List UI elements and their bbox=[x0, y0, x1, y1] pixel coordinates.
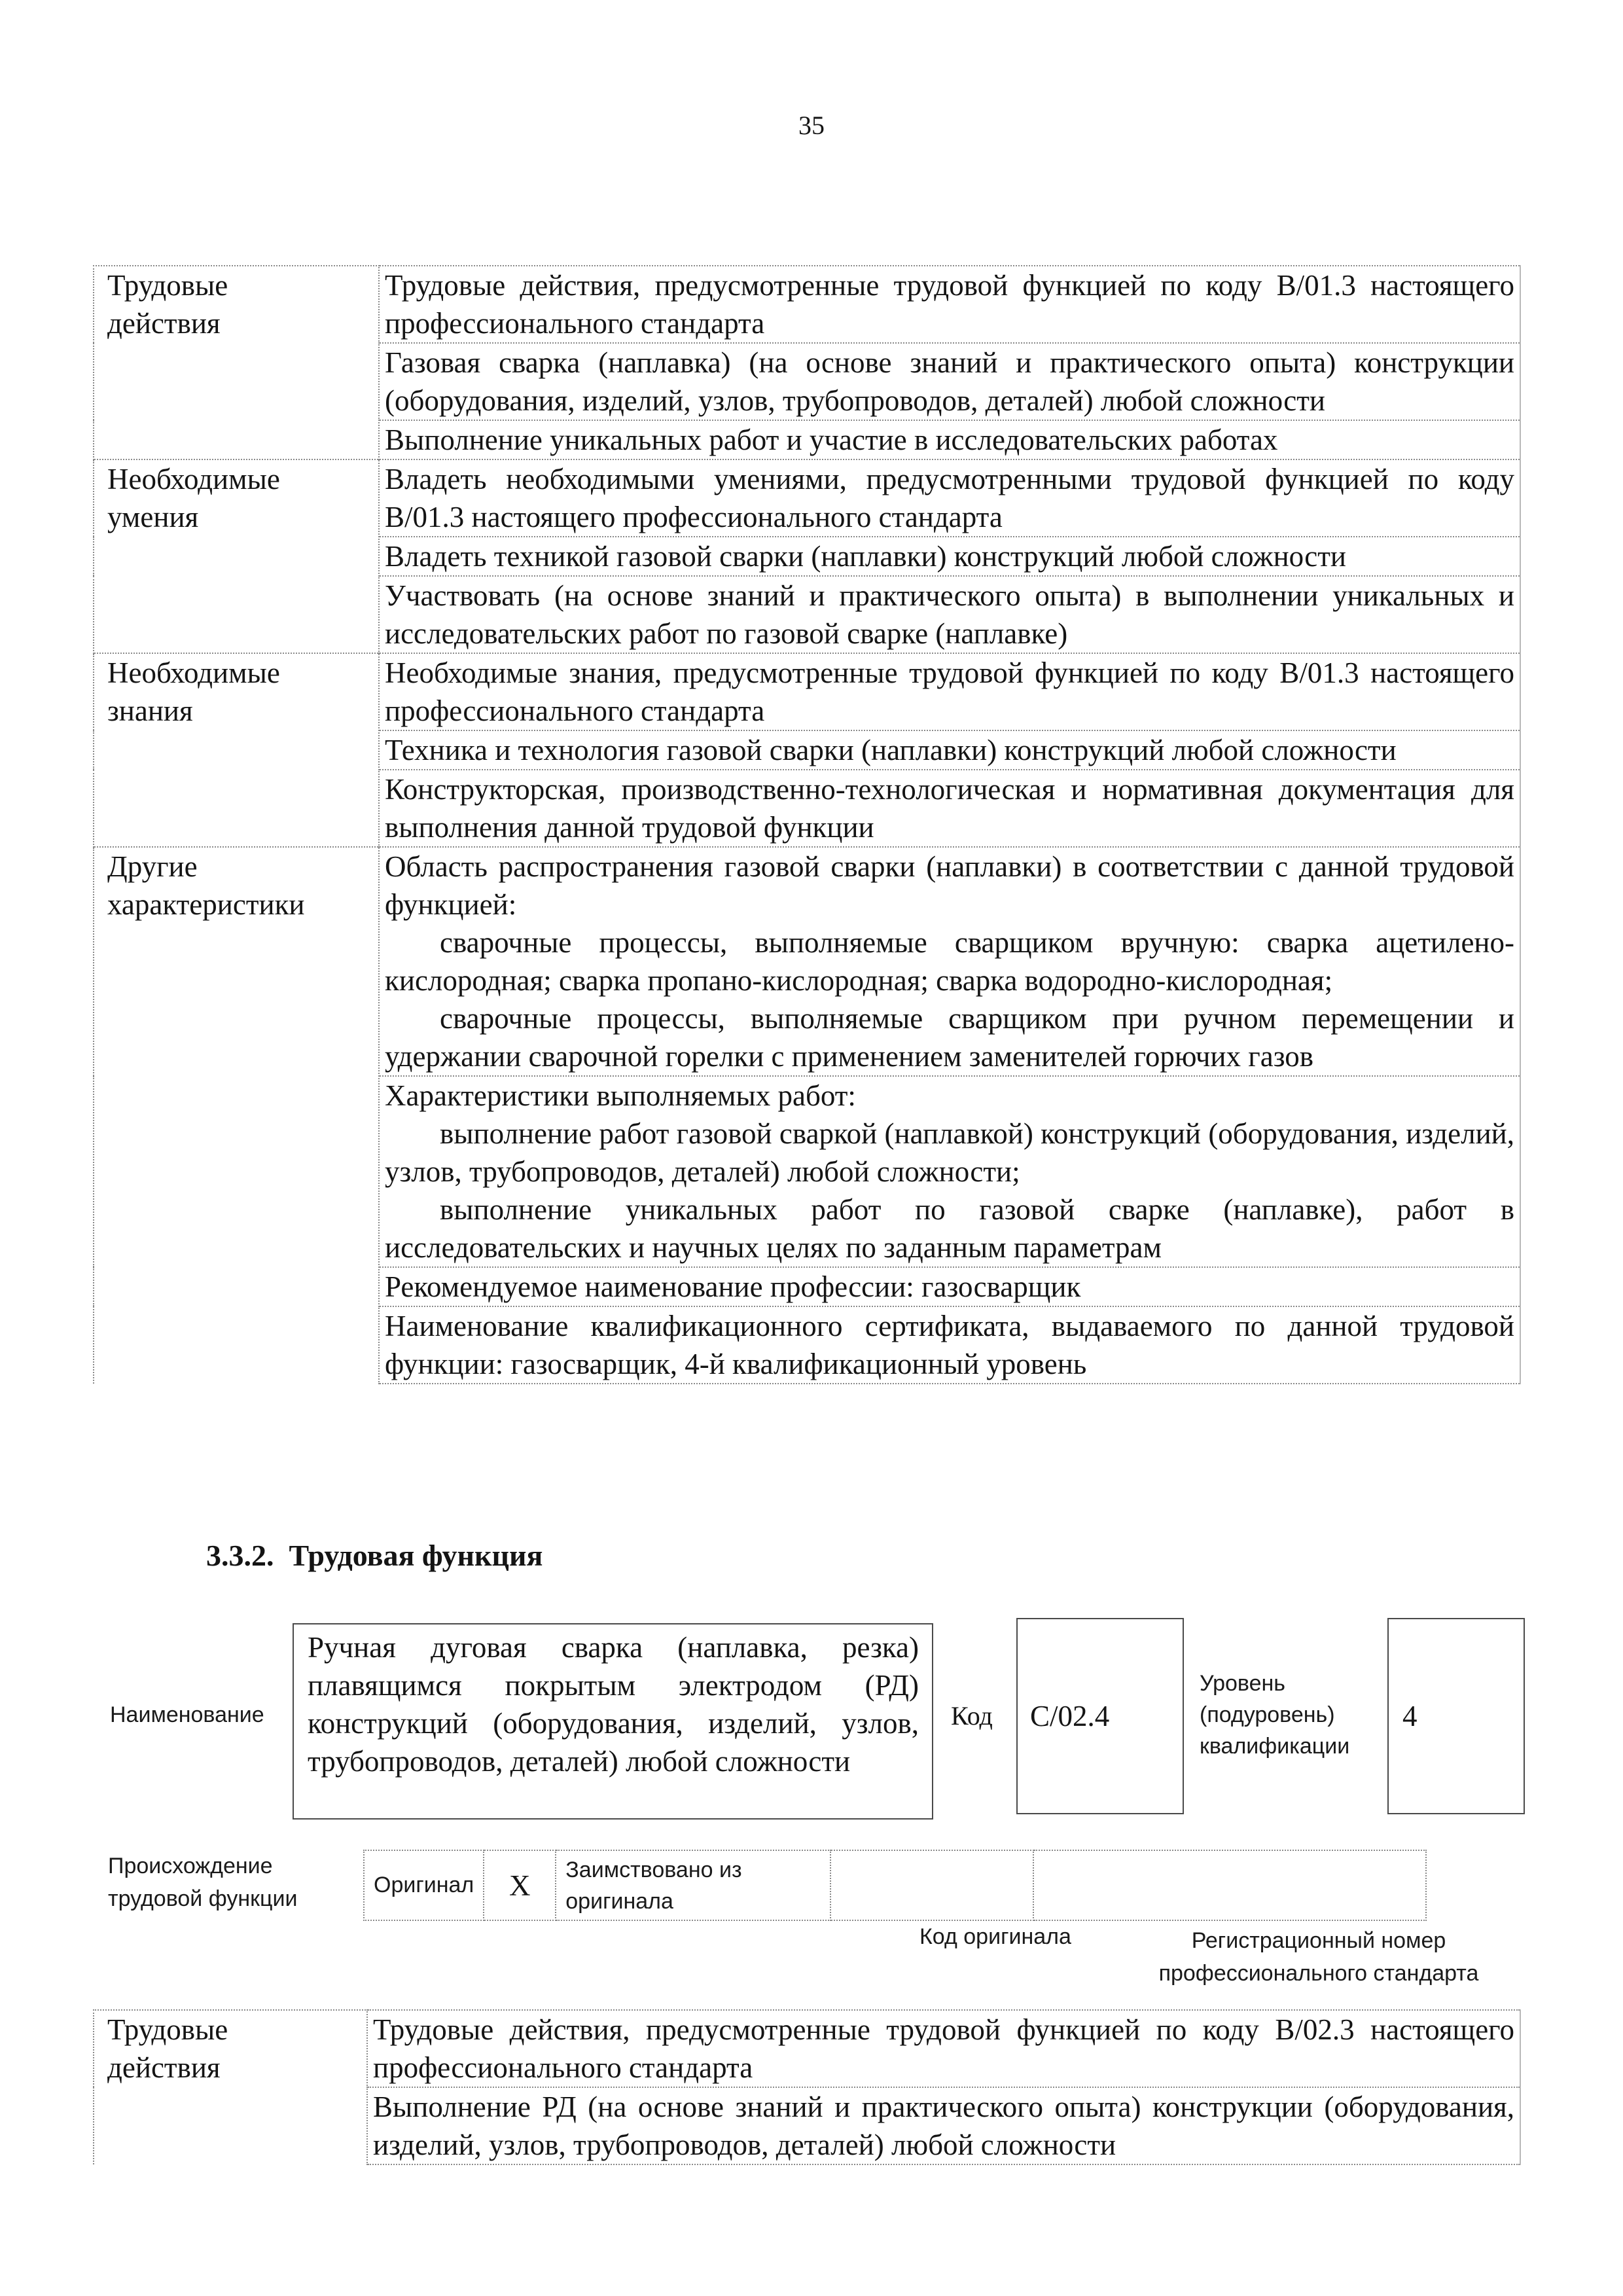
function-name: Ручная дуговая сварка (наплавка, резка) плавящимся покрытым электродом (РД) конструкций (оборудования, изделий, узлов, трубопроводов, деталей) любой сложности bbox=[308, 1631, 919, 1778]
code-original-cell bbox=[830, 1850, 1033, 1920]
borrowed-label: Заимствовано из оригинала bbox=[556, 1850, 830, 1920]
code-value: С/02.4 bbox=[1030, 1700, 1110, 1732]
table-cell: Владеть техникой газовой сварки (наплавки) конструкций любой сложности bbox=[379, 537, 1520, 576]
table-cell: Трудовые действия, предусмотренные трудовой функцией по коду В/01.3 настоящего профессионального стандарта bbox=[379, 266, 1520, 343]
table-cell: Техника и технология газовой сварки (наплавки) конструкций любой сложности bbox=[379, 730, 1520, 770]
reg-number-caption: Регистрационный номер профессионального стандарта bbox=[1158, 1928, 1479, 1986]
table-row bbox=[364, 1850, 1426, 1920]
table-cell bbox=[379, 847, 1520, 1076]
row-label-required-skills: Необходимые умения bbox=[94, 459, 379, 653]
table-cell: Конструкторская, производственно-технологическая и нормативная документация для выполнения данной трудовой функции bbox=[379, 770, 1520, 847]
original-label: Оригинал bbox=[364, 1850, 484, 1920]
origin-label: Происхождение трудовой функции bbox=[108, 1854, 298, 1911]
table-cell: Выполнение РД (на основе знаний и практического опыта) конструкции (оборудования, изделий, узлов, трубопроводов, деталей) любой сложности bbox=[367, 2087, 1520, 2164]
row-label-labor-actions: Трудовые действия bbox=[94, 2010, 367, 2164]
row-label-labor-actions: Трудовые действия bbox=[94, 266, 379, 459]
section-heading bbox=[206, 1538, 543, 1573]
reg-number-cell bbox=[1033, 1850, 1426, 1920]
original-mark: X bbox=[484, 1850, 556, 1920]
table-cell: Трудовые действия, предусмотренные трудовой функцией по коду В/02.3 настоящего профессионального стандарта bbox=[367, 2010, 1520, 2087]
table-row bbox=[94, 459, 1520, 537]
table-row bbox=[94, 847, 1520, 1076]
table-cell: Газовая сварка (наплавка) (на основе знаний и практического опыта) конструкции (оборудования, изделий, узлов, трубопроводов, деталей) любой сложности bbox=[379, 343, 1520, 420]
table-cell: Наименование квалификационного сертификата, выдаваемого по данной трудовой функции: газосварщик, 4-й квалификационный уровень bbox=[379, 1306, 1520, 1384]
cell-heading: Область распространения газовой сварки (наплавки) в соответствии с данной трудовой функцией: bbox=[385, 850, 1514, 921]
table-cell: Необходимые знания, предусмотренные трудовой функцией по коду В/01.3 настоящего профессионального стандарта bbox=[379, 653, 1520, 730]
name-label: Наименование bbox=[110, 1702, 264, 1727]
table-cell: Выполнение уникальных работ и участие в исследовательских работах bbox=[379, 420, 1520, 459]
table-cell bbox=[379, 1076, 1520, 1267]
section-number: 3.3.2. bbox=[206, 1539, 274, 1572]
section-title: Трудовая функция bbox=[289, 1539, 543, 1572]
cell-paragraph: сварочные процессы, выполняемые сварщиком вручную: сварка ацетилено-кислородная; сварка пропано-кислородная; сварка водородно-кислородная; bbox=[385, 926, 1514, 997]
page-number: 35 bbox=[798, 111, 825, 140]
cell-paragraph: выполнение уникальных работ по газовой сварке (наплавке), работ в исследовательских и научных целях по заданным параметрам bbox=[385, 1193, 1514, 1264]
table-row bbox=[94, 2010, 1520, 2087]
level-label: Уровень (подуровень) квалификации bbox=[1200, 1671, 1350, 1759]
labor-actions-table bbox=[93, 2009, 1521, 2165]
table-cell: Владеть необходимыми умениями, предусмотренными трудовой функцией по коду В/01.3 настоящего профессионального стандарта bbox=[379, 459, 1520, 537]
table-cell: Участвовать (на основе знаний и практического опыта) в выполнении уникальных и исследовательских работ по газовой сварке (наплавке) bbox=[379, 576, 1520, 653]
row-label-required-knowledge: Необходимые знания bbox=[94, 653, 379, 847]
table-cell: Рекомендуемое наименование профессии: газосварщик bbox=[379, 1267, 1520, 1306]
code-label: Код bbox=[951, 1701, 993, 1731]
cell-paragraph: выполнение работ газовой сваркой (наплавкой) конструкций (оборудования, изделий, узлов, трубопроводов, деталей) любой сложности; bbox=[385, 1117, 1514, 1188]
cell-heading: Характеристики выполняемых работ: bbox=[385, 1079, 856, 1112]
level-value: 4 bbox=[1402, 1700, 1418, 1732]
code-original-caption: Код оригинала bbox=[919, 1924, 1071, 1949]
table-row bbox=[94, 266, 1520, 343]
origin-table bbox=[363, 1850, 1427, 1921]
table-row bbox=[94, 653, 1520, 730]
characteristics-table bbox=[93, 265, 1521, 1384]
cell-paragraph: сварочные процессы, выполняемые сварщиком при ручном перемещении и удержании сварочной горелки с применением заменителей горючих газов bbox=[385, 1002, 1514, 1073]
row-label-other-characteristics: Другие характеристики bbox=[94, 847, 379, 1384]
